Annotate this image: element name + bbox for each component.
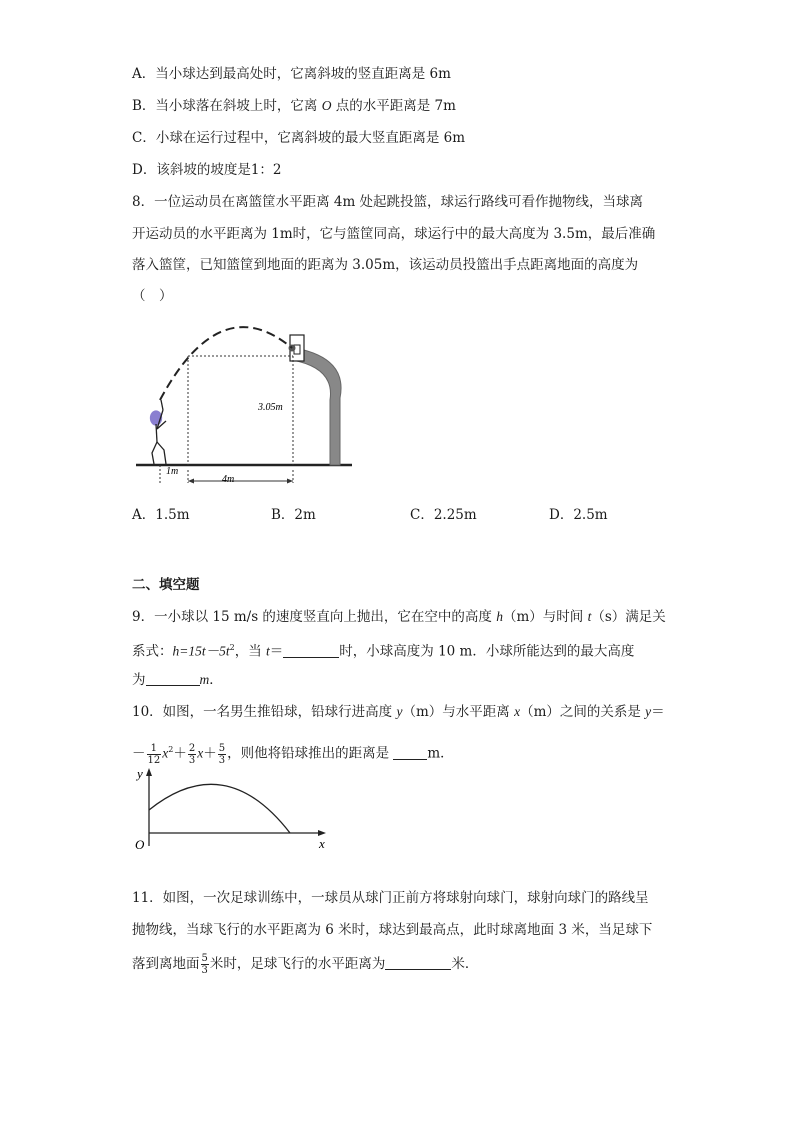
q10-line-2: － $\frac{1}{12}$ $x^2+$ $\frac{2}{3}$ x＋ $\frac{5}{3}$ ，则他将铅球推出的距离是 m．	[132, 742, 454, 766]
q9-line-1: 9．一小球以 15 m/s 的速度竖直向上抛出，它在空中的高度 h（m）与时间 t（s）满足关	[132, 609, 666, 625]
fraction-5-3: $\frac{5}{3}$	[218, 742, 226, 766]
shotput-graph	[130, 764, 340, 854]
q8-option-a: A．1.5m	[132, 507, 190, 523]
q7-option-d: D．该斜坡的坡度是1：2	[132, 162, 282, 178]
q11-blank-distance[interactable]	[385, 955, 451, 970]
q8-option-d: D．2.5m	[549, 507, 608, 523]
fraction-5-3-b: $\frac{5}{3}$	[201, 953, 208, 976]
q7-option-a: A．当小球达到最高处时，它离斜坡的竖直距离是 6m	[132, 66, 451, 82]
label-height: 3.05m	[258, 402, 283, 413]
fraction-2-3: $\frac{2}{3}$	[188, 742, 196, 766]
q8-line-2: 开运动员的水平距离为 1m时，它与篮筐同高，球运行中的最大高度为 3.5m，最后准确	[132, 226, 656, 242]
q10-blank-distance[interactable]	[393, 745, 427, 760]
q11-line-2: 抛物线，当球飞行的水平距离为 6 米时，球达到最高点，此时球离地面 3 米，当足球下	[132, 922, 653, 938]
label-4m: 4m	[222, 474, 235, 485]
q9-line-2: 系式：$h=15t-5t^2$，当 t＝ 时，小球高度为 10 m．小球所能达到的最大高度	[132, 643, 635, 660]
q10-line-1: 10．如图，一名男生推铅球，铅球行进高度 y（m）与水平距离 x（m）之间的关系是 y＝	[132, 704, 665, 720]
hoop-pole	[292, 348, 341, 465]
q8-line-1: 8．一位运动员在离篮筐水平距离 4m 处起跳投篮，球运行路线可看作抛物线，当球离	[132, 194, 644, 210]
q9-line-3: 为 m．	[132, 672, 223, 688]
axis-x-label: x	[319, 836, 325, 851]
q8-line-3: 落入篮筐，已知篮筐到地面的距离为 3.05m，该运动员投篮出手点距离地面的高度为	[132, 257, 639, 273]
q8-option-b: B．2m	[271, 507, 316, 523]
q9-blank-time[interactable]	[283, 643, 339, 658]
axis-y-label: y	[137, 766, 143, 781]
q7-option-c: C．小球在运行过程中，它离斜坡的最大竖直距离是 6m	[132, 130, 466, 146]
basketball-figure	[130, 318, 360, 490]
q7-option-b: B．当小球落在斜坡上时，它离 O 点的水平距离是 7m	[132, 98, 456, 114]
label-1m: 1m	[166, 466, 179, 477]
player-figure	[151, 400, 167, 464]
q8-line-4: （ ）	[132, 288, 173, 304]
origin-label: O	[135, 837, 145, 852]
q11-line-1: 11．如图，一次足球训练中，一球员从球门正前方将球射向球门，球射向球门的路线呈	[132, 890, 649, 906]
section-title: 二、填空题	[132, 577, 200, 593]
ball-trajectory	[160, 327, 292, 400]
q9-blank-max-height[interactable]	[146, 671, 200, 686]
q11-line-3: 落到离地面 $\frac{5}{3}$ 米时，足球飞行的水平距离为 米．	[132, 953, 479, 976]
q8-option-c: C．2.25m	[410, 507, 477, 523]
fraction-1-12: $\frac{1}{12}$	[147, 742, 161, 766]
shotput-curve	[149, 784, 290, 833]
